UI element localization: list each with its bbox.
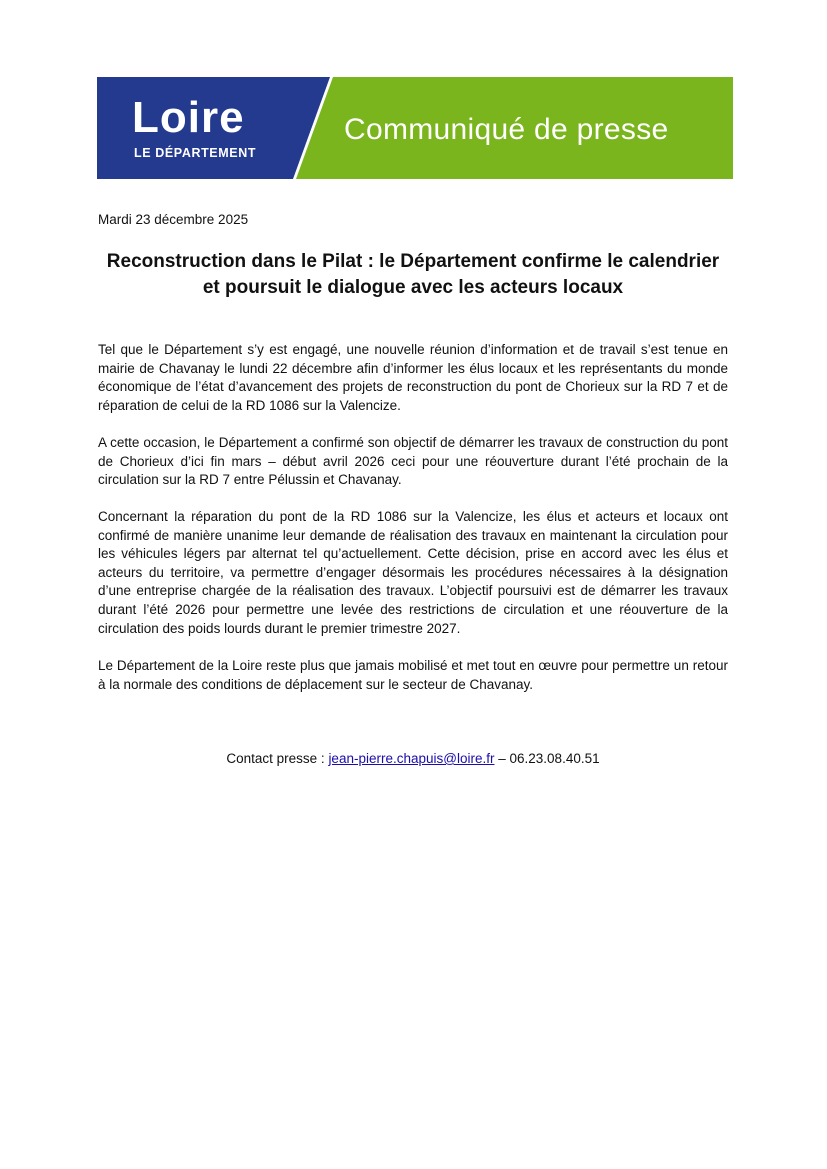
title-line-1: Reconstruction dans le Pilat : le Département confirme le calendrier: [106, 251, 720, 272]
contact-separator: –: [498, 751, 506, 766]
loire-logo-wordmark: Loire: [132, 93, 245, 142]
loire-logo-subtitle: LE DÉPARTEMENT: [134, 146, 257, 160]
paragraph-4: [98, 657, 728, 694]
contact-phone: 06.23.08.40.51: [509, 751, 600, 766]
page-title: [98, 249, 728, 301]
release-date: Mardi 23 décembre 2025: [98, 212, 249, 227]
paragraph-text: Le Département de la Loire reste plus que jamais mobilisé et met tout en œuvre pour permettre un retour à la normale des conditions de déplacement sur le secteur de Chavanay.: [98, 658, 728, 692]
press-contact: [98, 750, 728, 768]
contact-label: Contact presse :: [226, 751, 325, 766]
paragraph-1: [98, 341, 728, 415]
paragraph-text: Tel que le Département s’y est engagé, une nouvelle réunion d’information et de travail s’est tenue en mairie de Chavanay le lundi 22 décembre afin d’informer les élus locaux et les représentants du monde économique de l’état d’avancement des projets de reconstruction du pont de Chorieux sur la RD 7 et de réparation de celui de la RD 1086 sur la Valencize.: [98, 342, 728, 413]
paragraph-3: [98, 508, 728, 638]
contact-email-link[interactable]: jean-pierre.chapuis@loire.fr: [328, 751, 495, 766]
paragraph-text: Concernant la réparation du pont de la RD 1086 sur la Valencize, les élus et acteurs et locaux ont confirmé de manière unanime leur demande de réalisation des travaux en maintenant la circulation pour les véhicules légers par alternat tel qu’actuellement. Cette décision, prise en accord avec les élus et acteurs du territoire, va permettre d’engager désormais les procédures nécessaires à la désignation d’une entreprise chargée de la réalisation des travaux. L’objectif poursuivi est de démarrer les travaux durant l’été 2026 pour permettre une levée des restrictions de circulation et une réouverture de la circulation des poids lourds durant le premier trimestre 2027.: [98, 509, 728, 636]
press-release-label: Communiqué de presse: [344, 113, 669, 146]
paragraph-text: A cette occasion, le Département a confirmé son objectif de démarrer les travaux de construction du pont de Chorieux d’ici fin mars – début avril 2026 ceci pour une réouverture durant l’été prochain de la circulation sur la RD 7 entre Pélussin et Chavanay.: [98, 435, 728, 488]
paragraph-2: [98, 434, 728, 490]
title-line-2: et poursuit le dialogue avec les acteurs locaux: [202, 277, 624, 298]
